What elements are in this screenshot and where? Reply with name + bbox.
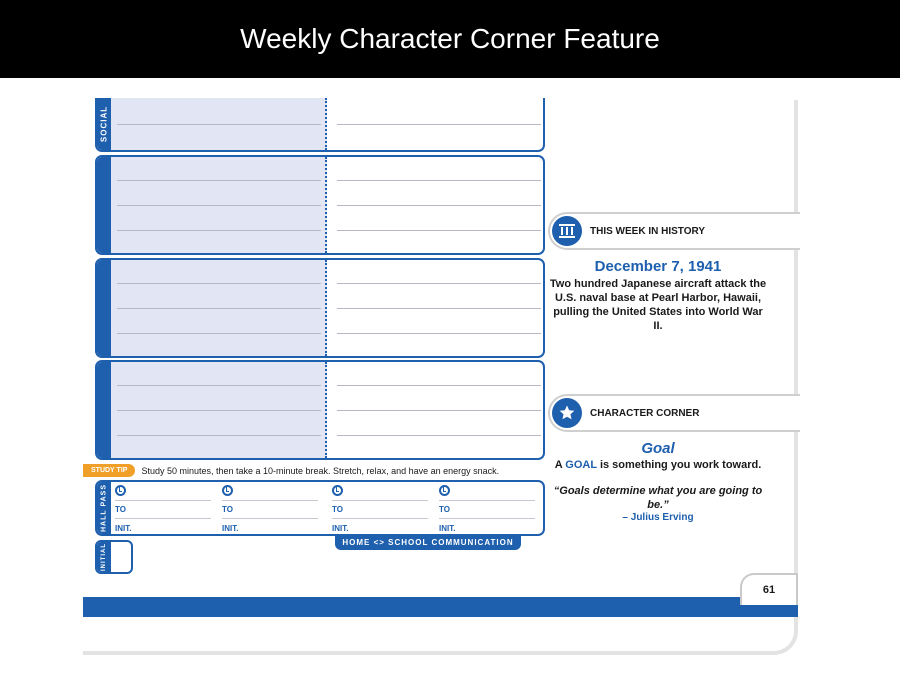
character-corner-header bbox=[548, 394, 800, 432]
hall-pass-init: INIT. bbox=[439, 524, 456, 533]
hall-pass-line bbox=[332, 518, 428, 519]
slide-title: Weekly Character Corner Feature bbox=[0, 0, 900, 78]
writing-line bbox=[337, 205, 541, 206]
hall-pass-line bbox=[115, 500, 211, 501]
row-label-stripe bbox=[97, 98, 111, 150]
star-icon bbox=[552, 398, 582, 428]
writing-line bbox=[337, 435, 541, 436]
hall-pass-init: INIT. bbox=[115, 524, 132, 533]
planner-row bbox=[95, 258, 545, 358]
study-tip bbox=[83, 464, 499, 477]
hall-pass bbox=[95, 480, 545, 536]
planner-row bbox=[95, 155, 545, 255]
page-bottom-bar bbox=[83, 597, 798, 617]
writing-line bbox=[117, 230, 321, 231]
initial-stripe bbox=[97, 542, 111, 572]
row-label-stripe bbox=[97, 362, 111, 458]
definition-rest: is something you work toward. bbox=[599, 459, 762, 471]
hall-pass-slot bbox=[332, 482, 432, 534]
writing-line bbox=[117, 333, 321, 334]
hall-pass-line bbox=[332, 500, 428, 501]
writing-line bbox=[117, 180, 321, 181]
writing-line bbox=[337, 333, 541, 334]
clock-icon bbox=[439, 485, 450, 496]
writing-line bbox=[117, 410, 321, 411]
history-title: THIS WEEK IN HISTORY bbox=[590, 225, 706, 237]
hall-pass-line bbox=[439, 500, 535, 501]
writing-line bbox=[337, 124, 541, 125]
writing-line bbox=[337, 308, 541, 309]
page-number: 61 bbox=[740, 573, 798, 605]
writing-line bbox=[337, 410, 541, 411]
writing-line bbox=[337, 283, 541, 284]
character-definition bbox=[548, 459, 768, 471]
clock-icon bbox=[222, 485, 233, 496]
initial-label: INITIAL bbox=[101, 543, 107, 571]
study-tip-badge: STUDY TIP bbox=[83, 464, 135, 477]
writing-line bbox=[337, 180, 541, 181]
hall-pass-to: TO bbox=[332, 505, 343, 514]
hall-pass-line bbox=[222, 518, 318, 519]
home-school-communication-tab: HOME <> SCHOOL COMMUNICATION bbox=[335, 536, 521, 550]
history-text: Two hundred Japanese aircraft attack the U.S. naval base at Pearl Harbor, Hawaii, pulling the United States into World War II. bbox=[549, 278, 767, 332]
writing-line bbox=[117, 385, 321, 386]
writing-line bbox=[117, 308, 321, 309]
hall-pass-to: TO bbox=[222, 505, 233, 514]
character-quote-author: – Julius Erving bbox=[622, 512, 694, 523]
hall-pass-slot bbox=[222, 482, 322, 534]
writing-line bbox=[117, 435, 321, 436]
planner-row bbox=[95, 360, 545, 460]
hall-pass-line bbox=[439, 518, 535, 519]
row-label: SOCIAL bbox=[99, 105, 109, 143]
column-building-icon bbox=[552, 216, 582, 246]
history-header bbox=[548, 212, 800, 250]
hall-pass-init: INIT. bbox=[332, 524, 349, 533]
hall-pass-label: HALL PASS bbox=[100, 483, 108, 533]
hall-pass-line bbox=[222, 500, 318, 501]
row-label-stripe bbox=[97, 260, 111, 356]
row-label-stripe bbox=[97, 157, 111, 253]
clock-icon bbox=[332, 485, 343, 496]
planner-row-social bbox=[95, 98, 545, 152]
planner-page bbox=[83, 100, 798, 655]
initial-box bbox=[95, 540, 133, 574]
writing-line bbox=[117, 205, 321, 206]
history-date: December 7, 1941 bbox=[594, 258, 722, 275]
character-corner-title: CHARACTER CORNER bbox=[590, 407, 700, 419]
clock-icon bbox=[115, 485, 126, 496]
writing-line bbox=[117, 124, 321, 125]
writing-line bbox=[117, 283, 321, 284]
study-tip-text: Study 50 minutes, then take a 10-minute break. Stretch, relax, and have an energy snack. bbox=[141, 465, 500, 476]
writing-line bbox=[337, 385, 541, 386]
definition-prefix: A bbox=[554, 459, 563, 471]
hall-pass-slot bbox=[115, 482, 215, 534]
hall-pass-line bbox=[115, 518, 211, 519]
definition-keyword: GOAL bbox=[565, 459, 597, 471]
writing-line bbox=[337, 230, 541, 231]
hall-pass-slot bbox=[439, 482, 539, 534]
character-word: Goal bbox=[641, 440, 675, 457]
hall-pass-to: TO bbox=[439, 505, 450, 514]
hall-pass-stripe bbox=[97, 482, 111, 534]
hall-pass-init: INIT. bbox=[222, 524, 239, 533]
hall-pass-to: TO bbox=[115, 505, 126, 514]
character-quote: “Goals determine what you are going to be.” bbox=[553, 485, 763, 511]
